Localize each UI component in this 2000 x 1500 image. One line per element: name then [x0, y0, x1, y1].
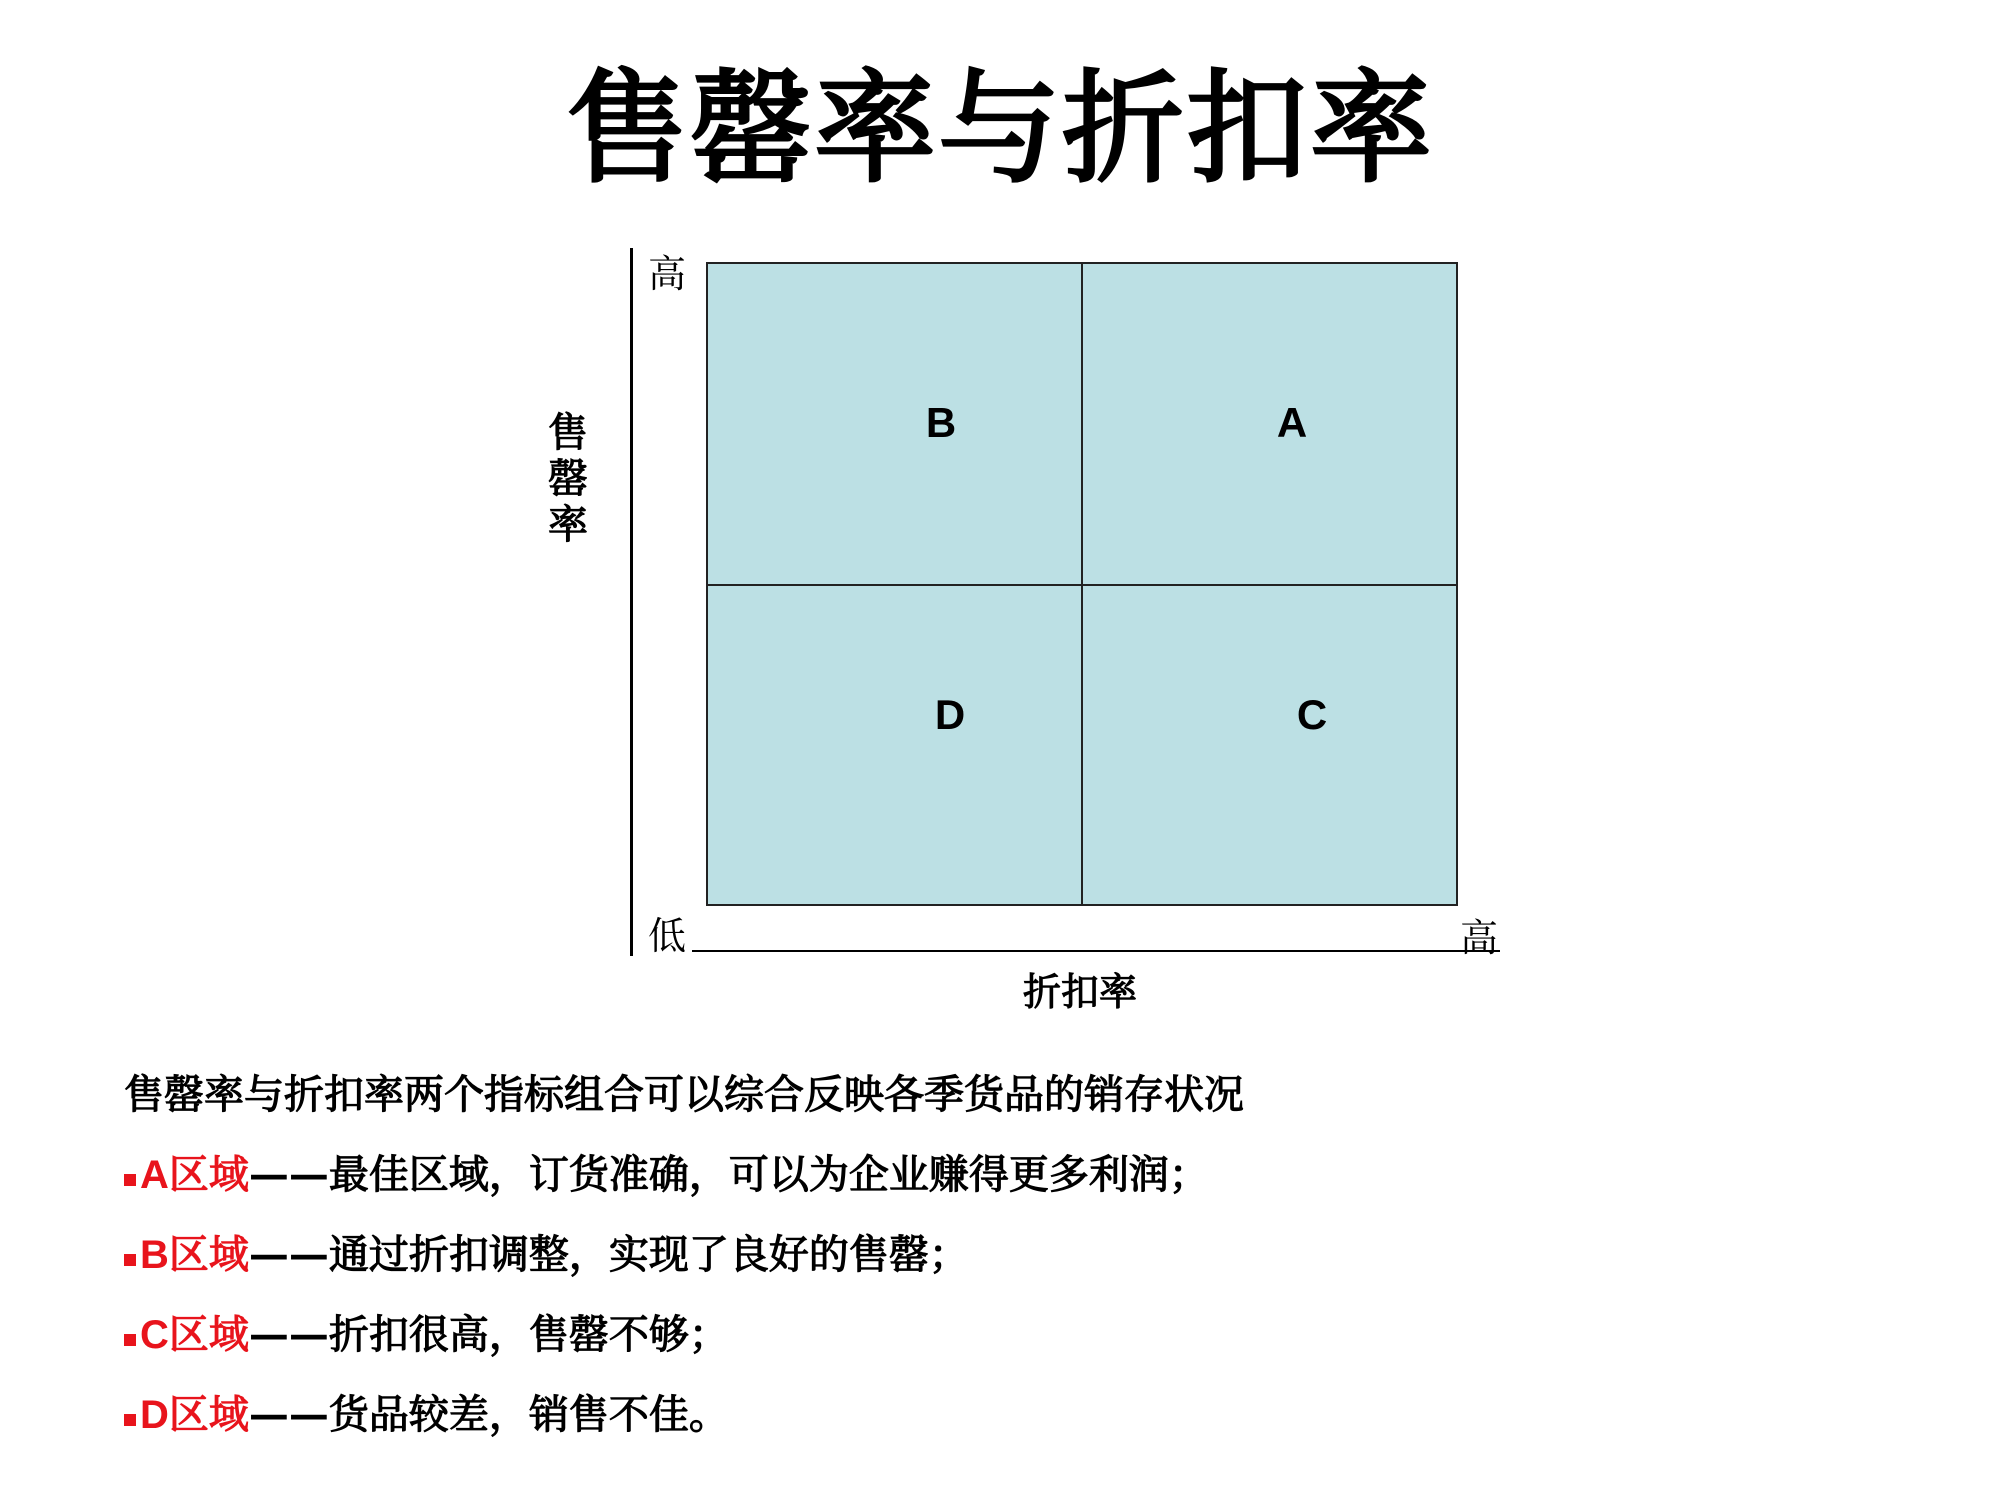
region-word: 区域	[168, 1311, 249, 1358]
quadrant-label-top-right: A	[1276, 399, 1308, 446]
list-item	[124, 1150, 1209, 1200]
region-letter: C	[140, 1313, 169, 1357]
region-description: 通过折扣调整，实现了良好的售罄；	[328, 1231, 969, 1278]
dash: ——	[248, 1311, 329, 1358]
region-letter: A	[140, 1153, 169, 1197]
x-axis-high-label: 高	[1460, 916, 1499, 960]
list-item	[124, 1230, 969, 1280]
quadrant-label-bottom-left: D	[934, 691, 966, 738]
x-axis-line	[692, 950, 1500, 952]
description-intro: 售罄率与折扣率两个指标组合可以综合反映各季货品的销存状况	[124, 1071, 1244, 1118]
quadrant-matrix	[706, 262, 1458, 906]
y-axis-high-label: 高	[648, 252, 687, 296]
y-axis-title: 售罄率	[548, 409, 588, 548]
matrix-horizontal-divider	[708, 584, 1456, 586]
region-description: 折扣很高，售罄不够；	[328, 1311, 729, 1358]
dash: ——	[248, 1391, 329, 1438]
list-item	[124, 1310, 729, 1360]
quadrant-label-top-left: B	[925, 399, 957, 446]
page-title: 售罄率与折扣率	[566, 56, 1434, 200]
list-item	[124, 1390, 729, 1440]
region-word: 区域	[168, 1391, 249, 1438]
region-letter: B	[140, 1233, 169, 1277]
x-axis-title: 折扣率	[1022, 969, 1137, 1014]
region-word: 区域	[168, 1231, 249, 1278]
dash: ——	[248, 1151, 329, 1198]
bullet-square-icon	[124, 1334, 136, 1346]
y-axis-line	[630, 248, 633, 956]
region-letter: D	[140, 1393, 169, 1437]
region-word: 区域	[168, 1151, 249, 1198]
y-axis-low-label: 低	[648, 914, 687, 958]
quadrant-label-bottom-right: C	[1296, 691, 1328, 738]
region-description: 最佳区域，订货准确，可以为企业赚得更多利润；	[328, 1151, 1209, 1198]
bullet-square-icon	[124, 1414, 136, 1426]
region-description: 货品较差，销售不佳。	[328, 1391, 729, 1438]
dash: ——	[248, 1231, 329, 1278]
bullet-square-icon	[124, 1174, 136, 1186]
bullet-square-icon	[124, 1254, 136, 1266]
